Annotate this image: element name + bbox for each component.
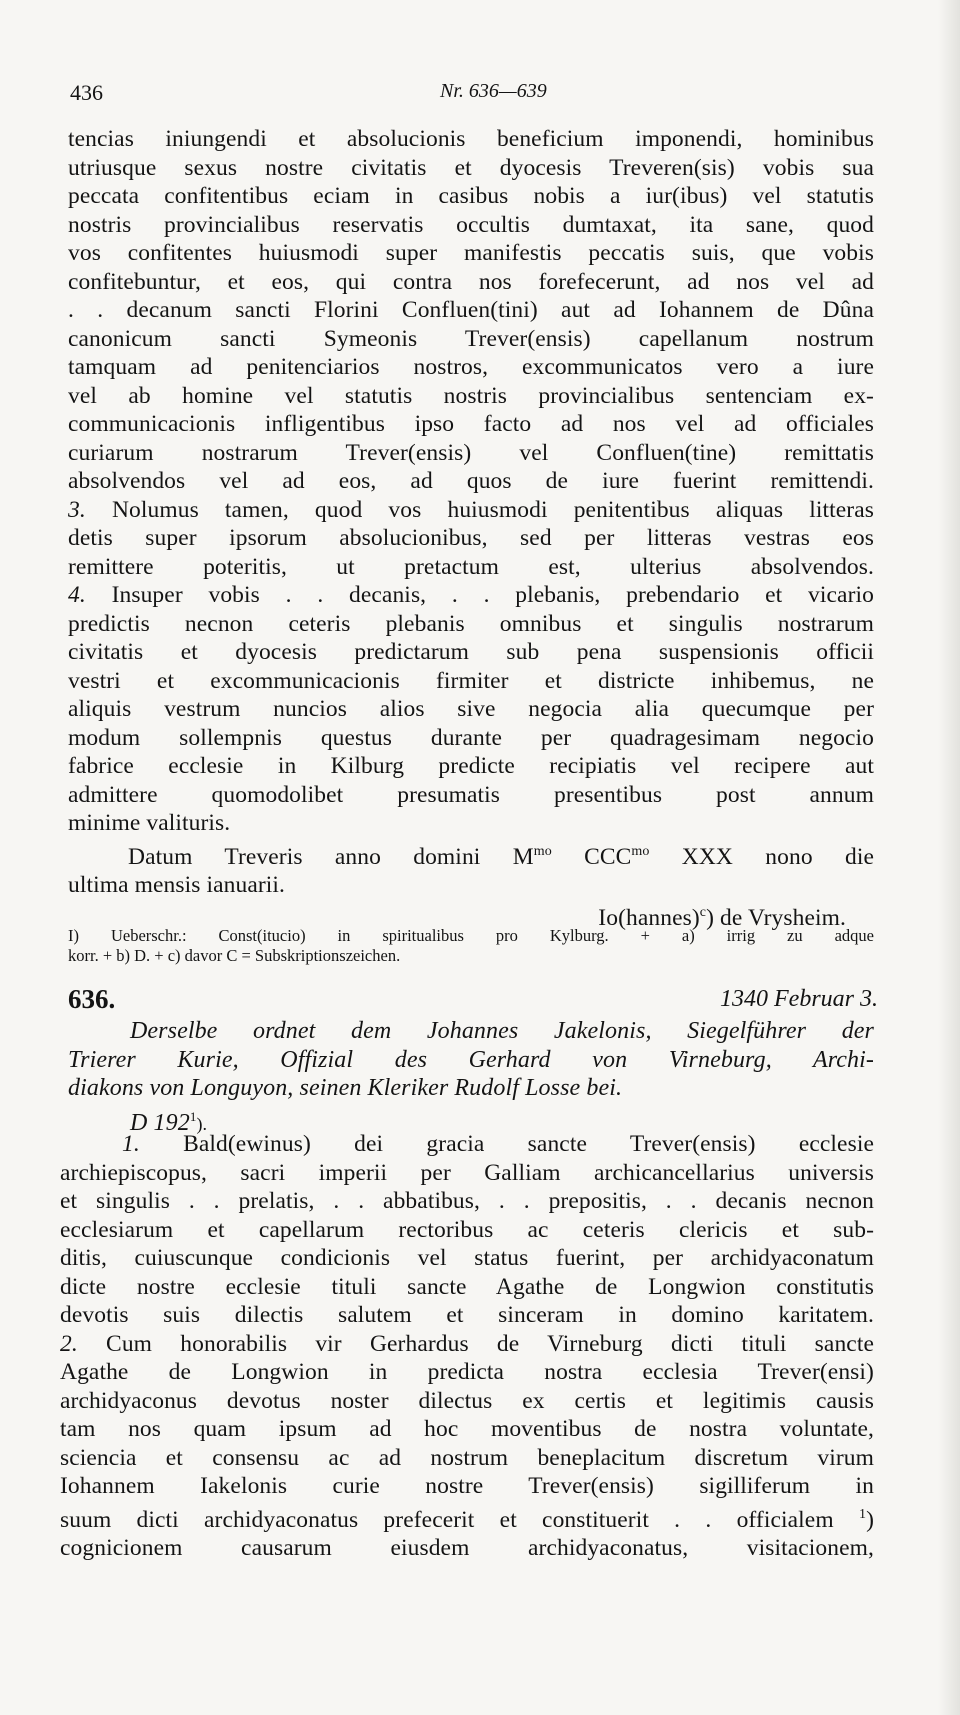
footnote-marker-close: ): [866, 1506, 874, 1533]
text-line: modum sollempnis questus durante per quadragesimam negocio: [68, 724, 874, 751]
text-segment: Bald(ewinus) dei gracia sancte Trever(ensis) ecclesie: [183, 1131, 874, 1157]
document-date: 1340 Februar 3.: [720, 986, 878, 1012]
doc635-text: [68, 125, 874, 933]
page-edge-shadow: [938, 0, 960, 1715]
regest-line: diakons von Longuyon, seinen Kleriker Rudolf Losse bei.: [68, 1075, 623, 1101]
signature-segment: Io(hannes): [598, 905, 700, 932]
text-line: utriusque sexus nostre civitatis et dyocesis Treveren(sis) vobis sua: [68, 154, 874, 181]
text-line-numbered: [60, 1330, 874, 1359]
section-number: 2.: [60, 1330, 78, 1357]
text-line: remittere poteritis, ut pretactum est, ulterius absolvendos.: [68, 553, 874, 580]
text-line: admittere quomodolibet presumatis presentibus post annum: [68, 781, 874, 808]
text-line: tam nos quam ipsum ad hoc moventibus de nostra voluntate,: [60, 1416, 874, 1442]
text-line: peccata confitentibus eciam in casibus nobis a iur(ibus) vel statutis: [68, 183, 874, 209]
page-header: [70, 80, 860, 110]
datum-line: [68, 838, 874, 871]
text-line: vel ab homine vel statutis nostris provincialibus sentenciam ex-: [68, 382, 874, 409]
text-segment: Cum honorabilis vir Gerhardus de Virneburg dicti tituli sancte: [106, 1330, 874, 1357]
text-line: Agathe de Longwion in predicta nostra ecclesia Trever(ensi): [60, 1359, 874, 1385]
datum-line: ultima mensis ianuarii.: [68, 871, 286, 898]
page-number: 436: [70, 80, 103, 105]
text-line-numbered: [60, 1130, 874, 1159]
section-number: 3.: [68, 496, 86, 523]
section-number: 1.: [122, 1131, 140, 1157]
superscript: c: [699, 905, 707, 921]
text-line: minime valituris.: [68, 810, 231, 836]
superscript: mo: [533, 843, 552, 859]
text-line: absolvendos vel ad eos, ad quos de iure fuerint remittendi.: [68, 468, 874, 494]
text-line: et singulis . . prelatis, . . abbatibus, . . prepositis, . . decanis necnon: [60, 1188, 874, 1214]
document-heading: [68, 984, 878, 1018]
signature-segment: ) de Vrysheim.: [706, 905, 846, 932]
footnote-marker: 1: [858, 1506, 867, 1522]
text-line-footnoted: [60, 1501, 874, 1534]
text-line: tamquam ad penitenciarios nostros, excommunicatos vero a iure: [68, 354, 874, 380]
text-line: canonicum sancti Symeonis Trever(ensis) capellanum nostrum: [68, 325, 874, 352]
text-line: archidyaconus devotus noster dilectus ex certis et legitimis causis: [60, 1387, 874, 1414]
text-line: communicacionis infligentibus ipso facto ad nos vel ad officiales: [68, 411, 874, 437]
text-line: nostris provincialibus reservatis occultis dumtaxat, ita sane, quod: [68, 211, 874, 238]
text-segment: Insuper vobis . . decanis, . . plebanis, prebendario et vicario: [111, 582, 874, 608]
reference-text: ).: [196, 1113, 208, 1134]
document-number: 636.: [68, 984, 116, 1014]
regest: [68, 1017, 874, 1138]
text-line: tencias iniungendi et absolucionis beneficium imponendi, hominibus: [68, 126, 874, 152]
text-line: archiepiscopus, sacri imperii per Galliam archicancellarius universis: [60, 1159, 874, 1186]
text-line: Iohannem Iakelonis curie nostre Trever(ensis) sigilliferum in: [60, 1473, 874, 1499]
text-line: curiarum nostrarum Trever(ensis) vel Confluen(tine) remittatis: [68, 439, 874, 466]
text-line: fabrice ecclesie in Kilburg predicte recipiatis vel recipere aut: [68, 753, 874, 779]
regest-line: Derselbe ordnet dem Johannes Jakelonis, Siegelführer der: [130, 1018, 874, 1044]
footnote-line: I) Ueberschr.: Const(itucio) in spiritualibus pro Kylburg. + a) irrig zu adque: [68, 926, 874, 945]
text-line: aliquis vestrum nuncios alios sive negocia alia quecumque per: [68, 696, 874, 722]
text-segment: Nolumus tamen, quod vos huiusmodi penitentibus aliquas litteras: [111, 496, 874, 523]
datum-segment: Datum Treveris anno domini M: [128, 843, 534, 870]
text-line: vestri et excommunicacionis firmiter et districte inhibemus, ne: [68, 667, 874, 694]
text-line: devotis suis dilectis salutem et sinceram in domino karitatem.: [60, 1302, 874, 1328]
datum-segment: XXX nono die: [649, 843, 874, 870]
superscript: mo: [631, 843, 650, 859]
text-line: ditis, cuiuscunque condicionis vel status fuerint, per archidyaconatum: [60, 1245, 874, 1271]
text-line: sciencia et consensu ac ad nostrum beneplacitum discretum virum: [60, 1444, 874, 1471]
text-segment: suum dicti archidyaconatus prefecerit et constituerit . . officialem: [60, 1506, 834, 1533]
footnote-line: korr. + b) D. + c) davor C = Subskriptionszeichen.: [68, 946, 401, 965]
text-line: detis super ipsorum absolucionibus, sed per litteras vestras eos: [68, 525, 874, 551]
superscript: 1: [189, 1108, 197, 1124]
text-line-numbered: [68, 581, 874, 610]
text-line: predictis necnon ceteris plebanis omnibus et singulis nostrarum: [68, 610, 874, 637]
footnotes: [68, 926, 874, 966]
reference-text: D 192: [130, 1109, 190, 1136]
text-line: confitebuntur, et eos, qui contra nos forefecerunt, ad nos vel ad: [68, 268, 874, 295]
text-line: dicte nostre ecclesie tituli sancte Agathe de Longwion constitutis: [60, 1273, 874, 1300]
doc636-text: [60, 1130, 874, 1562]
datum-segment: CCC: [551, 843, 632, 870]
text-line: cognicionem causarum eiusdem archidyaconatus, visitacionem,: [60, 1534, 874, 1561]
text-line: vos confitentes huiusmodi super manifestis peccatis suis, que vobis: [68, 240, 874, 266]
running-title: Nr. 636—639: [440, 80, 547, 102]
text-line: . . decanum sancti Florini Confluen(tini) aut ad Iohannem de Dûna: [68, 297, 874, 323]
regest-line: Trierer Kurie, Offizial des Gerhard von Virneburg, Archi-: [68, 1046, 874, 1073]
section-number: 4.: [68, 582, 86, 608]
text-line-numbered: [68, 496, 874, 525]
text-line: ecclesiarum et capellarum rectoribus ac ceteris clericis et sub-: [60, 1216, 874, 1243]
text-line: civitatis et dyocesis predictarum sub pena suspensionis officii: [68, 639, 874, 665]
